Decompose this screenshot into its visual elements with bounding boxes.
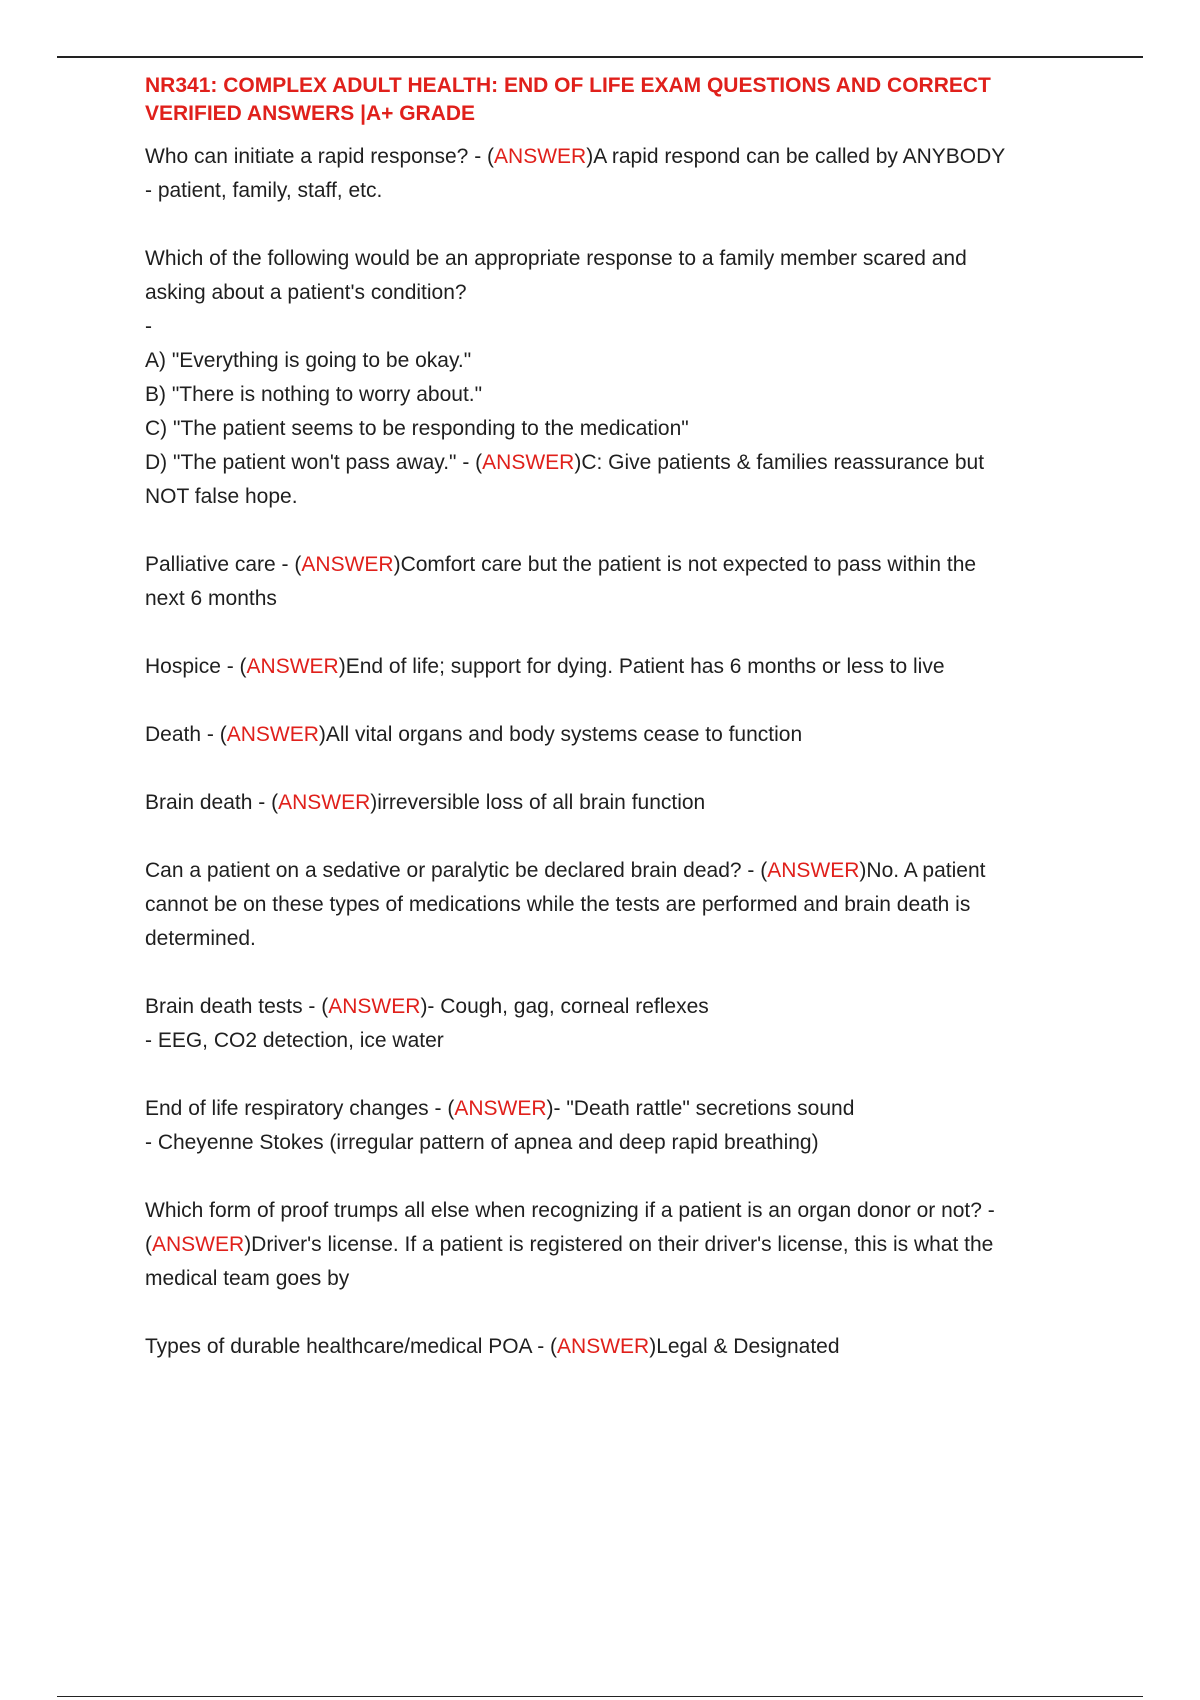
- option-d: D) "The patient won't pass away." - (: [145, 451, 483, 474]
- answer-text: )- "Death rattle" secretions sound: [546, 1097, 855, 1120]
- answer-text: determined.: [145, 927, 256, 950]
- answer-text: )No. A patient: [859, 859, 986, 882]
- answer-tag: ANSWER: [767, 859, 860, 882]
- answer-tag: ANSWER: [278, 791, 371, 814]
- question-text: Palliative care - (: [145, 553, 302, 576]
- question-text: Types of durable healthcare/medical POA - (: [145, 1335, 558, 1358]
- answer-tag: ANSWER: [226, 723, 319, 746]
- qa-line: [145, 854, 1090, 888]
- question-text: asking about a patient's condition?: [145, 281, 467, 304]
- qa-item-brain-death-tests: [145, 990, 1090, 1058]
- qa-item-family-response: [145, 242, 1090, 514]
- answer-text: next 6 months: [145, 587, 277, 610]
- qa-line: [145, 1228, 1090, 1262]
- qa-item-durable-poa: [145, 1330, 1090, 1364]
- title-line-1: NR341: COMPLEX ADULT HEALTH: END OF LIFE EXAM QUESTIONS AND CORRECT: [145, 74, 991, 97]
- qa-line: [145, 650, 1090, 684]
- qa-item-sedative-paralytic: [145, 854, 1090, 956]
- qa-item-organ-donor-proof: [145, 1194, 1090, 1296]
- qa-item-brain-death: [145, 786, 1090, 820]
- answer-text: cannot be on these types of medications while the tests are performed and brain death is: [145, 893, 971, 916]
- answer-text: medical team goes by: [145, 1267, 350, 1290]
- bottom-divider: [57, 1696, 1143, 1697]
- document-body: [145, 72, 1090, 1398]
- answer-text: )- Cough, gag, corneal reflexes: [420, 995, 709, 1018]
- answer-tag: ANSWER: [328, 995, 421, 1018]
- answer-text: - patient, family, staff, etc.: [145, 179, 383, 202]
- question-text: Which form of proof trumps all else when recognizing if a patient is an organ donor or not? -: [145, 1199, 995, 1222]
- answer-text: - EEG, CO2 detection, ice water: [145, 1029, 444, 1052]
- qa-line: [145, 718, 1090, 752]
- answer-text: )All vital organs and body systems cease to function: [318, 723, 803, 746]
- qa-line: [145, 140, 1090, 174]
- qa-item-rapid-response: [145, 140, 1090, 208]
- question-text: -: [145, 315, 152, 338]
- answer-tag: ANSWER: [454, 1097, 547, 1120]
- answer-text: )Driver's license. If a patient is registered on their driver's license, this is what the: [244, 1233, 994, 1256]
- qa-line: [145, 1092, 1090, 1126]
- answer-tag: ANSWER: [482, 451, 575, 474]
- question-text: (: [145, 1233, 152, 1256]
- answer-tag: ANSWER: [301, 553, 394, 576]
- qa-line: [145, 990, 1090, 1024]
- answer-text: NOT false hope.: [145, 485, 298, 508]
- title-line-2: VERIFIED ANSWERS |A+ GRADE: [145, 102, 476, 125]
- answer-text: )C: Give patients & families reassurance but: [574, 451, 985, 474]
- question-text: Brain death tests - (: [145, 995, 329, 1018]
- answer-text: - Cheyenne Stokes (irregular pattern of apnea and deep rapid breathing): [145, 1131, 819, 1154]
- question-text: Which of the following would be an appropriate response to a family member scared and: [145, 247, 967, 270]
- answer-text: )A rapid respond can be called by ANYBODY: [586, 145, 1006, 168]
- qa-line: [145, 786, 1090, 820]
- option-b: B) "There is nothing to worry about.": [145, 383, 483, 406]
- option-a: A) "Everything is going to be okay.": [145, 349, 472, 372]
- qa-item-death: [145, 718, 1090, 752]
- answer-text: )Legal & Designated: [649, 1335, 840, 1358]
- answer-tag: ANSWER: [557, 1335, 650, 1358]
- qa-line: [145, 446, 1090, 480]
- answer-tag: ANSWER: [246, 655, 339, 678]
- answer-tag: ANSWER: [494, 145, 587, 168]
- qa-line: [145, 1330, 1090, 1364]
- question-text: Who can initiate a rapid response? - (: [145, 145, 495, 168]
- answer-text: )End of life; support for dying. Patient has 6 months or less to live: [338, 655, 945, 678]
- document-title: [145, 72, 1090, 128]
- question-text: Death - (: [145, 723, 227, 746]
- qa-line: [145, 548, 1090, 582]
- answer-text: )irreversible loss of all brain function: [370, 791, 706, 814]
- question-text: End of life respiratory changes - (: [145, 1097, 455, 1120]
- qa-item-respiratory-changes: [145, 1092, 1090, 1160]
- answer-text: )Comfort care but the patient is not expected to pass within the: [393, 553, 977, 576]
- option-c: C) "The patient seems to be responding to the medication": [145, 417, 689, 440]
- answer-tag: ANSWER: [152, 1233, 245, 1256]
- qa-item-palliative-care: [145, 548, 1090, 616]
- question-text: Can a patient on a sedative or paralytic be declared brain dead? - (: [145, 859, 768, 882]
- question-text: Brain death - (: [145, 791, 279, 814]
- qa-item-hospice: [145, 650, 1090, 684]
- question-text: Hospice - (: [145, 655, 247, 678]
- top-divider: [57, 56, 1143, 58]
